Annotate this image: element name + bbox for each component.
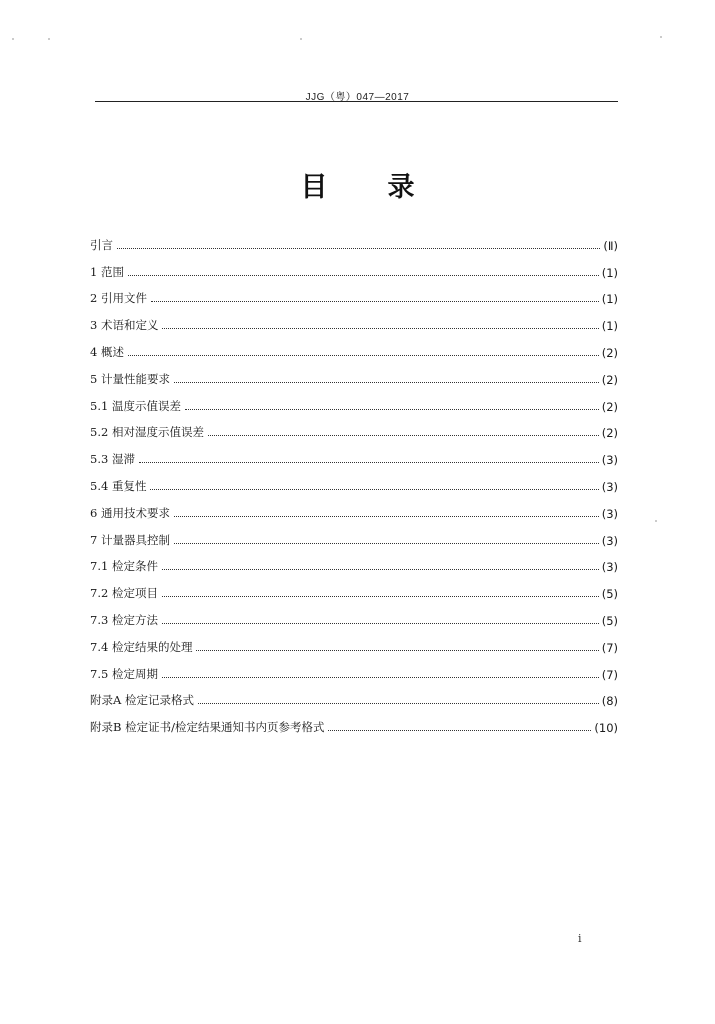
header-rule — [95, 101, 618, 102]
toc-entry-verification-conditions[interactable] — [90, 548, 618, 575]
toc-entry-repeatability[interactable] — [90, 467, 618, 494]
toc-entry-page: (7) — [601, 640, 618, 655]
toc-leader — [208, 435, 599, 436]
toc-leader — [150, 489, 598, 490]
toc-entry-scope[interactable] — [90, 253, 618, 280]
toc-entry-page: (10) — [594, 721, 618, 736]
toc-entry-label: 7.5 检定周期 — [90, 666, 158, 681]
table-of-contents — [90, 226, 618, 735]
toc-leader — [128, 355, 599, 356]
toc-entry-page: (3) — [601, 560, 618, 575]
toc-leader — [117, 248, 600, 249]
page-title: 目录 — [300, 172, 475, 203]
toc-entry-terms[interactable] — [90, 306, 618, 333]
toc-entry-label: 2 引用文件 — [90, 291, 147, 306]
toc-entry-label: 5.4 重复性 — [90, 478, 147, 493]
toc-entry-page: (1) — [601, 292, 618, 307]
toc-leader — [151, 301, 599, 302]
toc-leader — [196, 650, 598, 651]
scan-speck — [300, 38, 302, 40]
toc-leader — [139, 462, 599, 463]
toc-entry-label: 5.3 湿滞 — [90, 452, 135, 467]
toc-entry-page: (2) — [601, 345, 618, 360]
toc-entry-page: (Ⅱ) — [603, 238, 618, 253]
toc-leader — [174, 516, 599, 517]
scan-speck — [655, 520, 657, 522]
toc-entry-page: (2) — [601, 372, 618, 387]
toc-leader — [162, 677, 599, 678]
toc-entry-references[interactable] — [90, 280, 618, 307]
scan-speck — [12, 38, 14, 40]
toc-entry-label: 附录B 检定证书/检定结果通知书内页参考格式 — [90, 720, 325, 735]
toc-entry-general-technical-requirements[interactable] — [90, 494, 618, 521]
standard-code: JJG（粤）047—2017 — [305, 92, 410, 103]
toc-entry-instrument-control[interactable] — [90, 521, 618, 548]
toc-entry-page: (8) — [601, 694, 618, 709]
toc-entry-page: (2) — [601, 426, 618, 441]
toc-entry-label: 1 范围 — [90, 264, 124, 279]
toc-entry-verification-methods[interactable] — [90, 601, 618, 628]
toc-entry-hysteresis[interactable] — [90, 440, 618, 467]
toc-leader — [162, 596, 599, 597]
toc-entry-page: (2) — [601, 399, 618, 414]
scan-speck — [660, 36, 662, 38]
toc-entry-page: (3) — [601, 533, 618, 548]
toc-entry-verification-period[interactable] — [90, 655, 618, 682]
toc-entry-label: 7.3 检定方法 — [90, 612, 158, 627]
toc-leader — [174, 382, 599, 383]
toc-entry-page: (1) — [601, 265, 618, 280]
toc-entry-verification-items[interactable] — [90, 574, 618, 601]
toc-entry-label: 7 计量器具控制 — [90, 532, 170, 547]
toc-leader — [128, 275, 599, 276]
toc-leader — [162, 328, 598, 329]
toc-entry-label: 5 计量性能要求 — [90, 371, 170, 386]
toc-entry-label: 5.1 温度示值误差 — [90, 398, 181, 413]
toc-entry-label: 7.2 检定项目 — [90, 586, 158, 601]
toc-entry-label: 5.2 相对湿度示值误差 — [90, 425, 204, 440]
toc-entry-label: 6 通用技术要求 — [90, 505, 170, 520]
toc-leader — [174, 543, 599, 544]
toc-entry-humidity-error[interactable] — [90, 414, 618, 441]
toc-entry-page: (5) — [601, 613, 618, 628]
toc-entry-label: 4 概述 — [90, 344, 124, 359]
toc-leader — [162, 569, 599, 570]
toc-entry-result-handling[interactable] — [90, 628, 618, 655]
toc-entry-page: (3) — [601, 479, 618, 494]
toc-entry-metrological-requirements[interactable] — [90, 360, 618, 387]
toc-leader — [328, 730, 591, 731]
toc-entry-page: (5) — [601, 587, 618, 602]
toc-entry-label: 7.4 检定结果的处理 — [90, 639, 193, 654]
toc-entry-appendix-a[interactable] — [90, 682, 618, 709]
toc-entry-page: (3) — [601, 506, 618, 521]
toc-entry-label: 附录A 检定记录格式 — [90, 693, 194, 708]
toc-entry-temperature-error[interactable] — [90, 387, 618, 414]
toc-leader — [185, 409, 599, 410]
toc-entry-label: 引言 — [90, 237, 113, 252]
toc-entry-introduction[interactable] — [90, 226, 618, 253]
toc-entry-page: (1) — [601, 319, 618, 334]
scan-speck — [48, 38, 50, 40]
toc-leader — [198, 703, 599, 704]
toc-entry-appendix-b[interactable] — [90, 708, 618, 735]
toc-leader — [162, 623, 599, 624]
toc-entry-page: (7) — [601, 667, 618, 682]
toc-entry-overview[interactable] — [90, 333, 618, 360]
toc-entry-label: 7.1 检定条件 — [90, 559, 158, 574]
toc-entry-page: (3) — [601, 453, 618, 468]
toc-entry-label: 3 术语和定义 — [90, 318, 159, 333]
page-number: i — [578, 932, 582, 945]
